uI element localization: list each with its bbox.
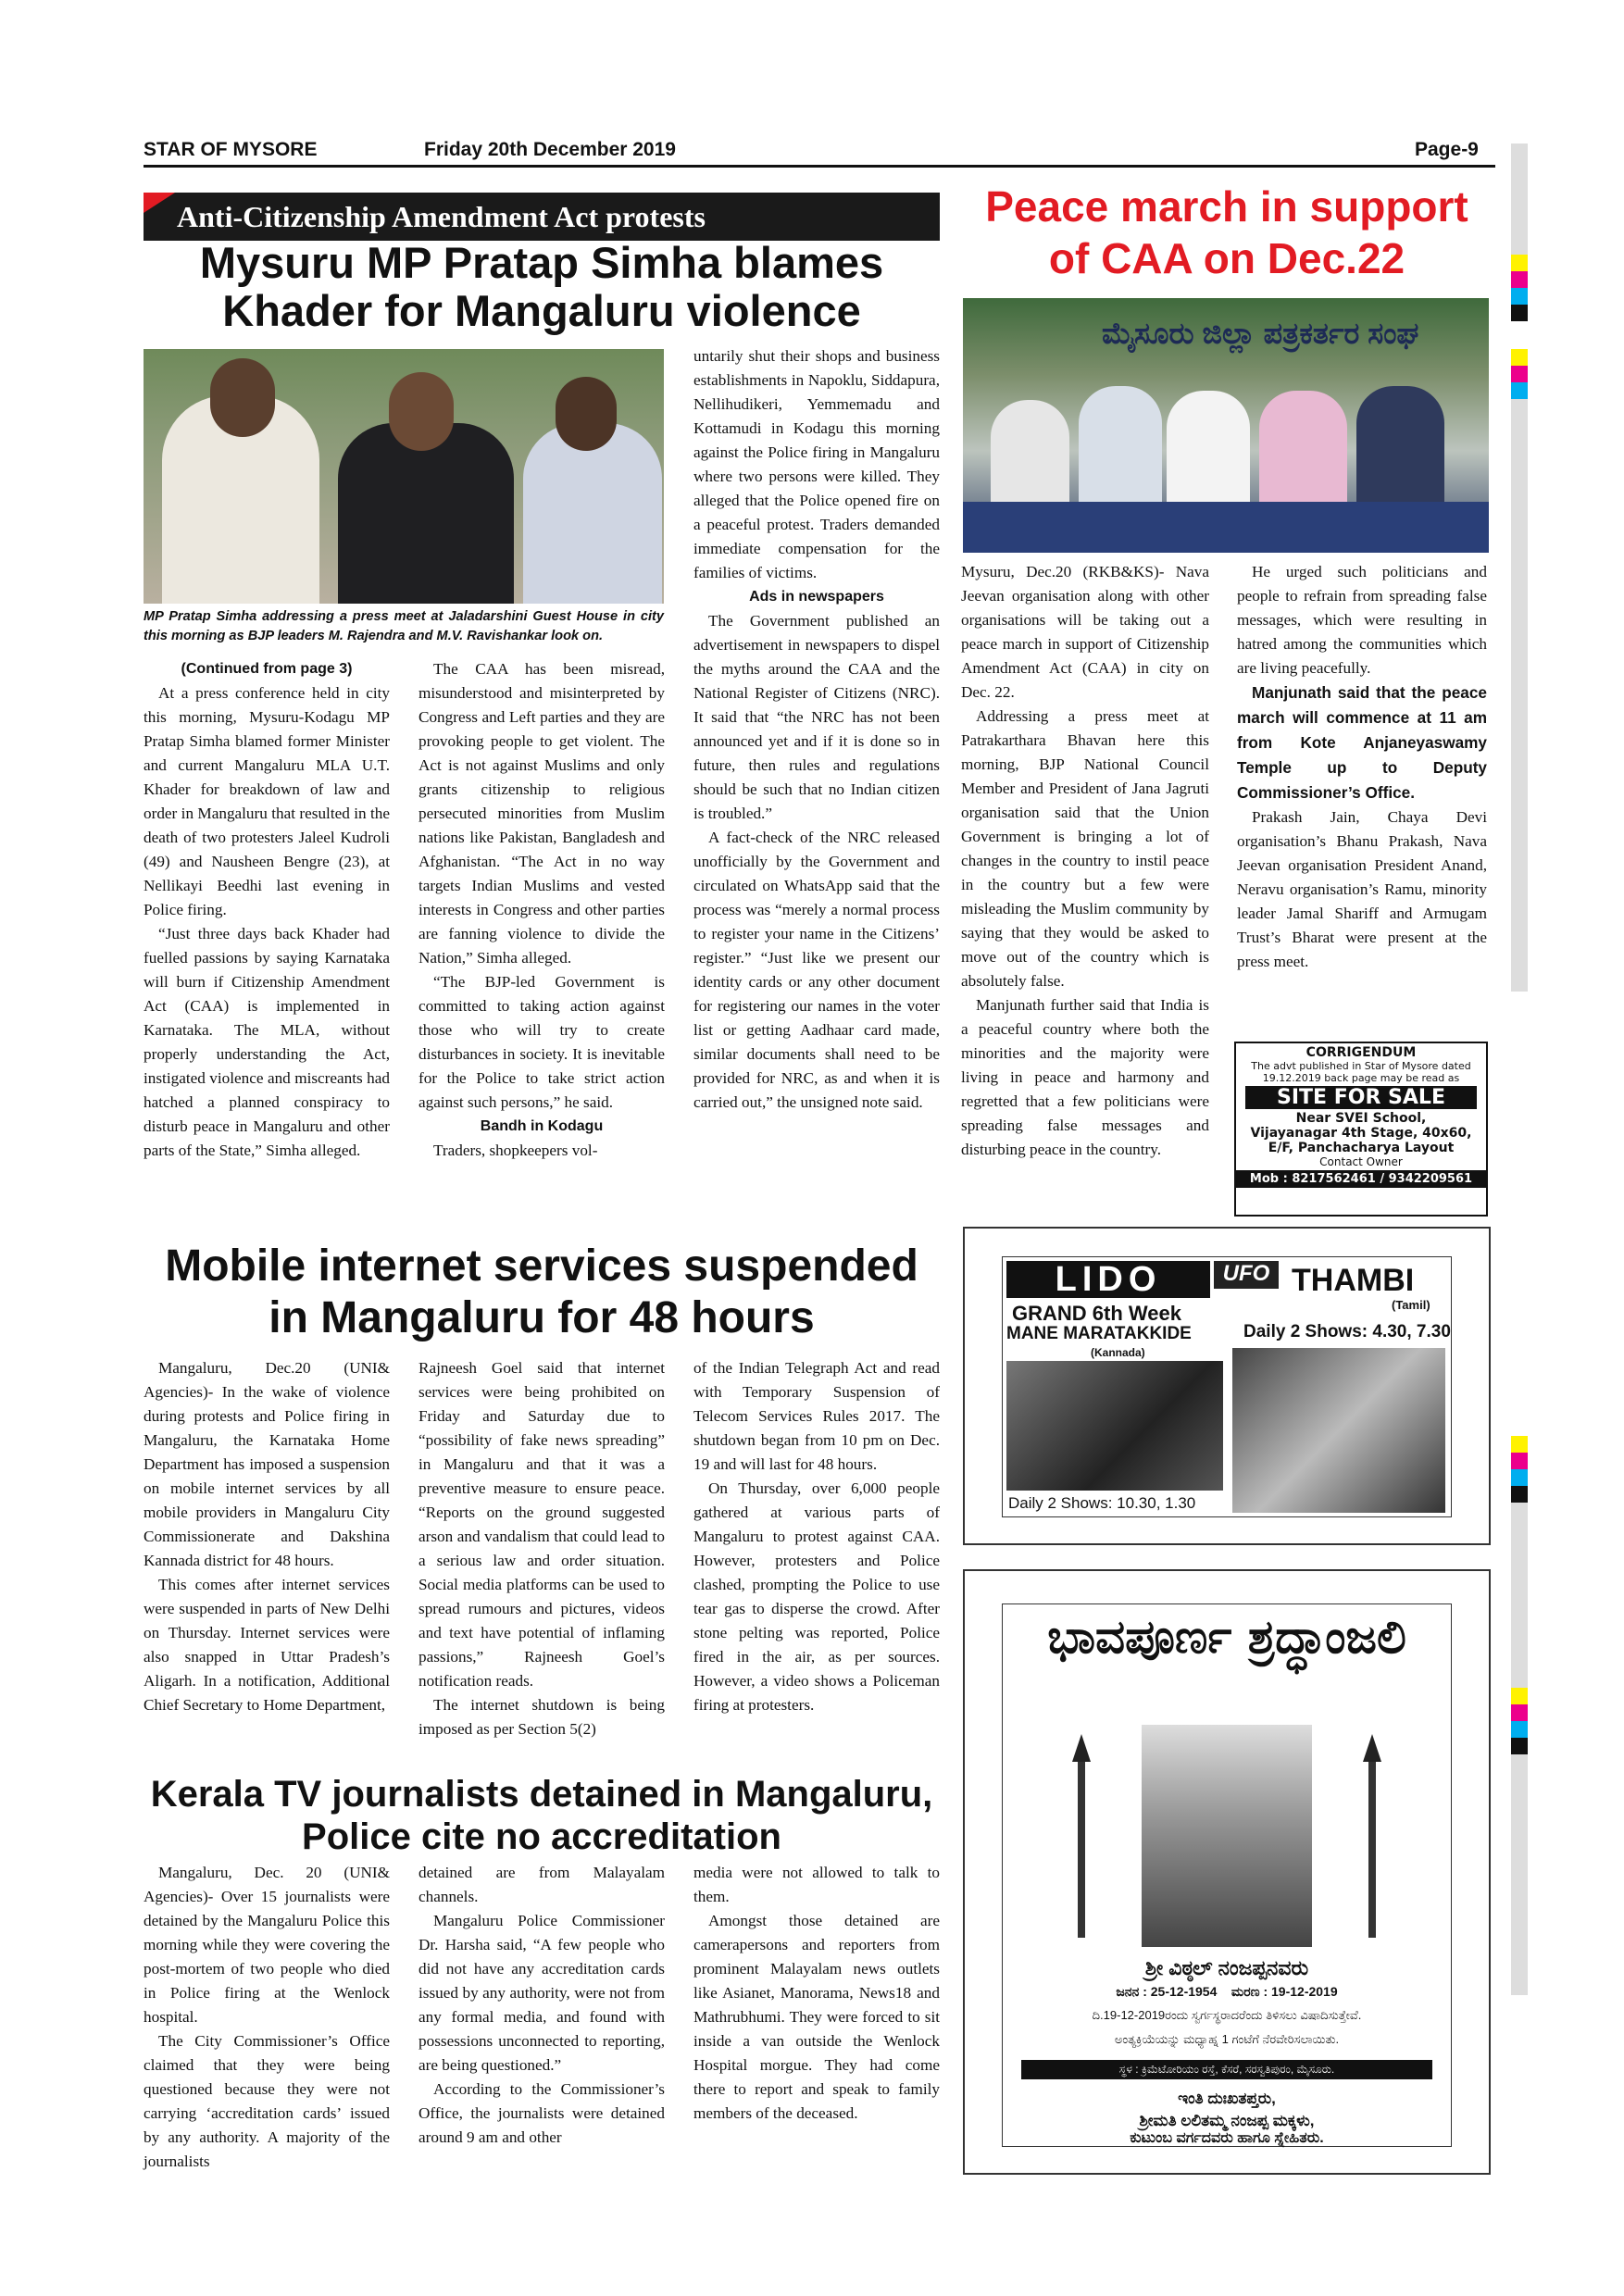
lido-logo: LIDO [1006,1261,1210,1298]
deceased-name: ಶ್ರೀ ವಿಠ್ಠಲ್ ನಂಜಪ್ಪನವರು [1144,1956,1309,1979]
header-rule [144,165,1495,168]
week-label: GRAND 6th Week [1012,1302,1181,1325]
photo-caption: MP Pratap Simha addressing a press meet at Jaladarshini Guest House in city this morning as BJP leaders M. Rajendra and M.V. Ravishankar look on. [144,609,664,643]
tamil-label: (Tamil) [1392,1298,1430,1312]
person-right-head [556,377,617,451]
story3-col-b: Rajneesh Goel said that internet services were being prohibited on Friday and Saturday due to “possibility of fake news spreading” in Mangaluru and that it was a preventive measure to ensure peace. “Reports on the ground suggested arson and vandalism that could lead to a serious law and order situation. Social media platforms can be used to spread rumours and pictures, videos and text have potential of inflaming passions,” Rajneesh Goel’s notification reads. The internet shutdown is being imposed as per Section 5(2) [418,1359,665,1738]
kicker-bar [144,193,940,241]
person-left-head [210,358,275,437]
kicker-text: Anti-Citizenship Amendment Act protests [177,200,706,233]
obit-family-3: ಕುಟುಂಬ ವರ್ಗದವರು ಹಾಗೂ ಸ್ನೇಹಿತರು. [1130,2130,1324,2146]
story4-col-c: media were not allowed to talk to them. Amongst those detained are camerapersons and reporters from prominent Malayalam news outlets like Asianet, Manorama, News18 and Mathrubhumi. They were forced to sit inside a van outside the Wenlock Hospital morgue. They had come there to report and speak to family members of the deceased. [693,1864,940,2122]
mane-poster [1006,1361,1223,1491]
press-table [963,502,1489,553]
story2-col-b: He urged such politicians and people to refrain from spreading false messages, which were resulting in hatred among the communities which are living peacefully. Manjunath said that the peace march will commence at 11 am from Kote Anjaneyaswamy Temple up to Deputy Commissioner’s Office. Prakash Jain, Chaya Devi organisation’s Bhanu Prakash, Nava Jeevan organisation President Anand, Neravu organisation’s Ramu, minority leader Jamal Shariff and Armugam Trust’s Bharat were present at the press meet. [1237,563,1487,970]
language-label: (Kannada) [1091,1346,1145,1359]
obit-venue: ಸ್ಥಳ : ಕ್ರಿಮೆಟೋರಿಯಂ ರಸ್ತೆ, ಕೆಸರೆ, ಸರಸ್ವತಿಪುರಂ, ಮೈಸೂರು. [1021,2060,1432,2079]
press-meet-photo [144,349,664,604]
site-for-sale-ad: CORRIGENDUM The advt published in Star of Mysore dated 19.12.2019 back page may be read as SITE FOR SALE Near SVEI School, Vijayanagar 4th Stage, 40x60, E/F, Panchacharya Layout Contact Owner Mob : 8217562461 / 9342209561 [1234,1042,1488,1217]
story3-col-a: Mangaluru, Dec.20 (UNI& Agencies)- In the wake of violence during protests and Police firing in Mangaluru, the Karnataka Home Department has imposed a suspension on mobile internet services by all mobile providers in Mangaluru City Commissionerate and Dakshina Kannada district for 48 hours. This comes after internet services were suspended in parts of New Delhi on Thursday. Internet services were also snapped in Uttar Pradesh’s Aligarh. In a notification, Additional Chief Secretary to Home Department, [144,1359,390,1714]
color-registration-bar [1511,144,1528,1995]
obit-family-2: ಶ್ರೀಮತಿ ಲಲಿತಮ್ಮ ನಂಜಪ್ಪ ಮಕ್ಕಳು, [1139,2112,1315,2129]
masthead-name: STAR OF MYSORE [144,139,318,160]
thambi-poster [1232,1348,1445,1513]
story4-headline: Kerala TV journalists detained in Mangaluru, Police cite no accreditation [150,1774,933,1857]
lamp-left-icon [1058,1734,1105,1947]
portrait-photo [1142,1725,1312,1947]
lido-ad-inner [1002,1256,1452,1517]
obit-line-2: ಅಂತ್ಯಕ್ರಿಯೆಯನ್ನು ಮಧ್ಯಾಹ್ನ 1 ಗಂಟೆಗೆ ನೆರವೇರಿಸಲಾಯಿತು. [1114,2032,1340,2046]
kicker-red-flag [144,193,175,213]
story3-col-c: of the Indian Telegraph Act and read with Temporary Suspension of Telecom Services Rules 2017. The shutdown began from 10 pm on Dec. 19 and will last for 48 hours. On Thursday, over 6,000 people gathered at various parts of Mangaluru to protest against CAA. However, protesters and Police clashed, prompting the Police to use tear gas to disperse the crowd. After stone pelting was reported, Police fired in the air, as per sources. However, a video shows a Policeman firing at protesters. [693,1359,940,1714]
mane-shows: Daily 2 Shows: 10.30, 1.30 [1008,1494,1196,1512]
person-right [523,423,662,604]
issue-date: Friday 20th December 2019 [424,139,676,160]
lamp-right-icon [1349,1734,1395,1947]
obituary-inner [1002,1603,1452,2147]
page-number: Page-9 [1415,139,1479,160]
obituary-ad [963,1569,1491,2175]
life-dates: ಜನನ : 25-12-1954 ಮರಣ : 19-12-2019 [1116,1984,1338,1999]
story2-col-a: Mysuru, Dec.20 (RKB&KS)- Nava Jeevan organisation along with other organisations will be taking out a peace march in support of Citizenship Amendment Act (CAA) in city on Dec. 22. Addressing a press meet at Patrakarthara Bhavan here this morning, BJP National Council Member and President of Jana Jagruti organisation said that the Union Government is bringing a lot of changes in the country to instil peace in the country but a few were misleading the Muslim community by saying that they would be asked to move out of the country which is absolutely false. Manjunath further said that India is a peaceful country where both the minorities and the majority were living in peace and harmony and regretted that a few politicians were spreading false messages and disturbing peace in the country. [961,563,1209,1158]
subhead-ads: Ads in newspapers [749,589,884,605]
person-center-head [389,372,454,451]
story4-col-b: detained are from Malayalam channels. Mangaluru Police Commissioner Dr. Harsha said, “A few people who did not have any accreditation cards issued by any authority, were not from any formal media, and found with possessions unconnected to reporting, are being questioned.” According to the Commissioner’s Office, the journalists were detained around 9 am and other [418,1864,665,2146]
movie-title: MANE MARATAKKIDE [1006,1324,1192,1343]
peace-march-photo [963,298,1489,553]
story4-col-a: Mangaluru, Dec. 20 (UNI& Agencies)- Over 15 journalists were detained by the Mangaluru Police this morning while they were covering the post-mortem of two people who died in Police firing at the Wenlock hospital. The City Commissioner’s Office claimed that they were being questioned because they were not carrying ‘accreditation cards’ issued by any authority. A majority of the journalists [144,1864,390,2170]
obit-family-1: ಇಂತಿ ದುಃಖತಪ್ತರು, [1178,2090,1276,2107]
story1-col-c: untarily shut their shops and business establishments in Napoklu, Siddapura, Nellihudikeri, Yemmemadu and Kottamudi in Kodagu this morning against the Police firing in Mangaluru where two persons were killed. They alleged that the Police opened fire on a peaceful protest. Traders demanded immediate compensation for the families of victims. Ads in newspapers The Government published an advertisement in newspapers to dispel the myths around the CAA and the National Register of Citizens (NRC). It said that “the NRC has not been announced yet and if it is done so in future, then rules and regulations should be such that no Indian citizen is troubled.” A fact-check of the NRC released unofficially by the Government and circulated on WhatsApp said that the process was “merely a normal process to register your name in the Citizens’ register.” “Just like we present our identity cards or any other document for registering our names in the voter list or getting Aadhaar card made, similar documents shall need to be provided for NRC, as and when it is carried out,” the unsigned note said. [693,347,940,1111]
story1-col-a: (Continued from page 3) At a press conference held in city this morning, Mysuru-Kodagu MP Pratap Simha blamed former Minister and current Mangaluru MLA U.T. Khader for breakdown of law and order in Mangaluru that resulted in the death of two protesters Jaleel Kudroli (49) and Nausheen Bengre (23), at Nellikayi Beedhi last evening in Police firing. “Just three days back Khader had fuelled passions by saying Karnataka will burn if Citizenship Amendment Act (CAA) is implemented in Karnataka. The MLA, without properly understanding the Act, instigated violence and miscreants had hatched a planned conspiracy to disturb peace in Mangaluru and other parts of the State,” Simha alleged. [144,661,390,1159]
story3-headline: Mobile internet services suspended in Mangaluru for 48 hours [165,1242,918,1342]
obit-line-1: ದಿ.19-12-2019ರಂದು ಸ್ವರ್ಗಸ್ಥರಾದರೆಂದು ತಿಳಿಸಲು ವಿಷಾದಿಸುತ್ತೇವೆ. [1092,2008,1362,2022]
banner-text: ಮೈಸೂರು ಜಿಲ್ಲಾ ಪತ್ರಕರ್ತರ ಸಂಘ [1102,317,1419,350]
thambi-shows: Daily 2 Shows: 4.30, 7.30 [1243,1322,1451,1341]
lido-cinema-ad [963,1227,1491,1545]
thambi-title: THAMBI [1292,1263,1415,1298]
subhead-bandh: Bandh in Kodagu [480,1118,604,1134]
story1-headline: Mysuru MP Pratap Simha blames Khader for Mangaluru violence [199,238,884,335]
story2-headline: Peace march in support of CAA on Dec.22 [985,182,1468,282]
ufo-badge: UFO [1214,1261,1279,1289]
obituary-title: ಭಾವಪೂರ್ಣ ಶ್ರದ್ಧಾಂಜಲಿ [1047,1610,1406,1664]
story1-col-b: The CAA has been misread, misunderstood and misinterpreted by Congress and Left parties and they are provoking people to get violent. The Act is not against Muslims and only grants citizenship to religious persecuted minorities from Muslim nations like Pakistan, Bangladesh and Afghanistan. “The Act in no way targets Indian Muslims and vested interests in Congress and other parties are fanning violence to divide the Nation,” Simha alleged. “The BJP-led Government is committed to taking action against those who will try to create disturbances in society. It is inevitable for the Police to take strict action against such persons,” he said. Bandh in Kodagu Traders, shopkeepers vol- [418,660,665,1159]
